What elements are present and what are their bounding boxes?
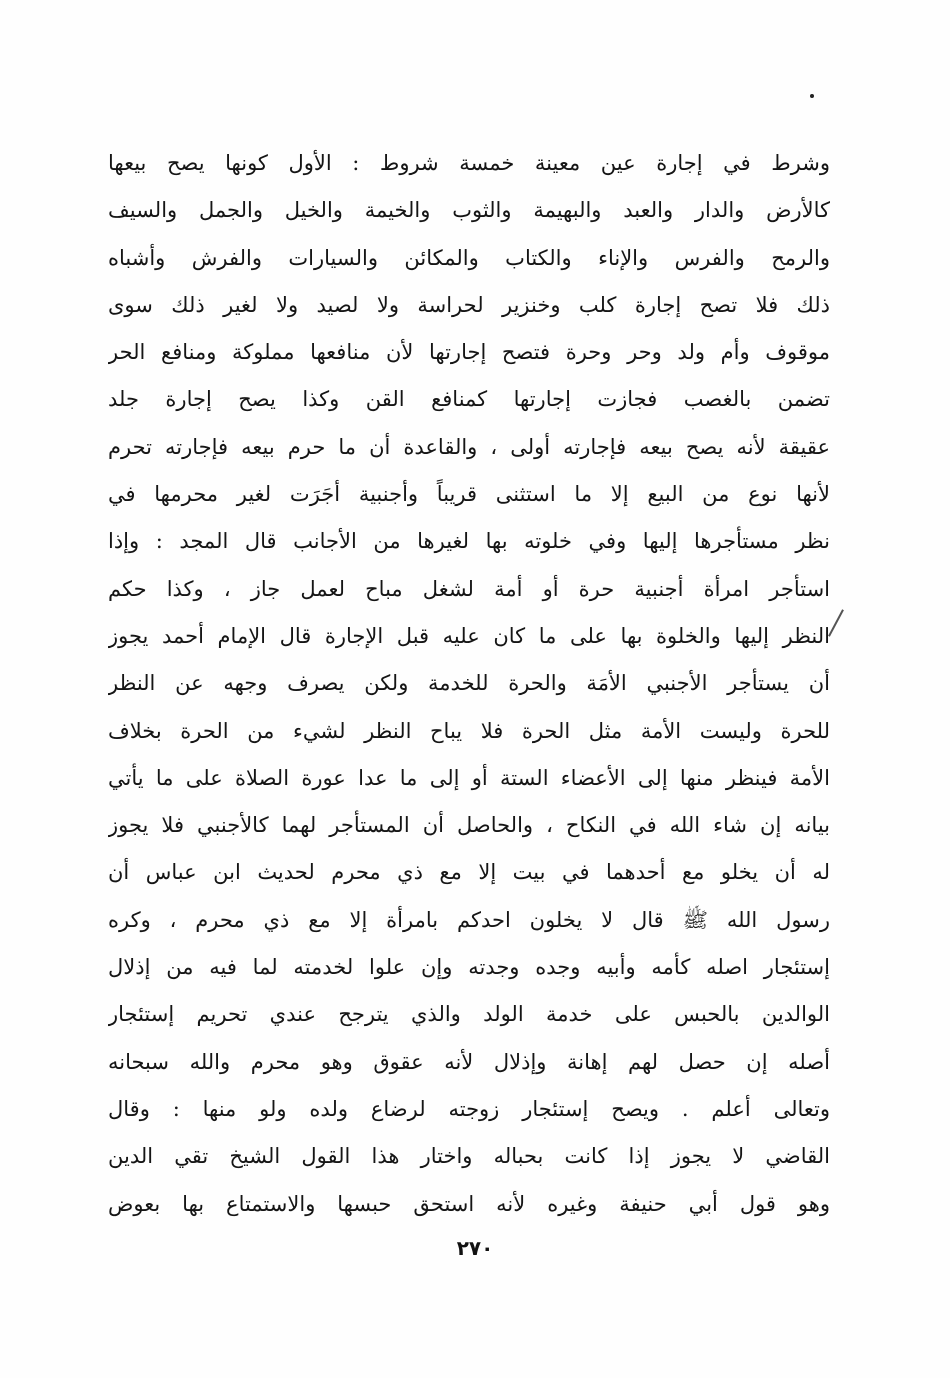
text-line: وهو قول أبي حنيفة وغيره لأنه استحق حبسها والاستمتاع بها بعوض (108, 1191, 830, 1216)
text-line: موقوف وأم ولد وحر وحرة فتصح إجارتها لأن منافعها مملوكة ومنافع الحر (108, 340, 830, 365)
text-line: كالأرض والدار والعبد والبهيمة والثوب والخيمة والخيل والجمل والسيف (108, 198, 830, 223)
text-line: للحرة وليست الأمة مثل الحرة فلا يباح النظر لشيء من الحرة بخلاف (108, 718, 830, 743)
text-line: رسول الله ﷺ قال لا يخلون احدكم بامرأة إلا مع ذي محرم ، وكره (108, 907, 830, 932)
text-line: تضمن بالغصب فجازت إجارتها كمنافع القن وكذا يصح إجارة جلد (108, 387, 830, 412)
body-text (108, 140, 830, 1228)
text-line: الوالدين بالحبس على خدمة الولد والذي يترجح عندي تحريم إستئجار (108, 1002, 830, 1027)
ink-dot (810, 94, 814, 98)
text-line: وتعالى أعلم . ويصح إستئجار زوجته لرضاع ولده ولو منها : وقال (108, 1096, 830, 1121)
text-line: القاضي لا يجوز إذا كانت بحباله واختار هذا القول الشيخ تقي الدين (108, 1144, 830, 1169)
text-line: وشرط في إجارة عين معينة خمسة شروط : الأول كونها يصح بيعها (108, 151, 830, 175)
page-number: ٢٧٠ (456, 1236, 494, 1260)
text-line: له أن يخلو مع أحدهما في بيت إلا مع ذي محرم لحديث ابن عباس أن (108, 860, 830, 885)
text-line: بيانه إن شاء الله في النكاح ، والحاصل أن المستأجر لهما كالأجنبي فلا يجوز (108, 813, 830, 838)
text-line: لأنها نوع من البيع إلا ما استثنى قريباً وأجنبية أجَرَت لغير محرمها في (108, 482, 830, 507)
margin-pen-mark (828, 609, 844, 636)
text-line: النظر إليها والخلوة بها على ما كان عليه قبل الإجارة قال الإمام أحمد يجوز (108, 623, 830, 648)
text-line: عقيقة لأنه يصح بيعه فإجارته أولى ، والقاعدة أن ما حرم بيعه فإجارته تحرم (108, 434, 830, 459)
text-line: نظر مستأجرها إليها وفي خلوته بها لغيرها من الأجانب قال المجد : وإذا (108, 529, 830, 554)
text-line: أصله إن حصل لهم إهانة وإذلال لأنه عقوق وهو محرم والله سبحانه (108, 1049, 830, 1074)
text-line: إستئجار اصله كأمه وأبيه وجده وجدته وإن علوا لخدمته لما فيه من إذلال (108, 955, 830, 980)
text-line: والرمح والفرس والإناء والكتاب والمكائن والسيارات والفرش وأشباه (108, 245, 830, 270)
text-line: ذلك فلا تصح إجارة كلب وخنزير لحراسة ولا لصيد ولا لغير ذلك سوى (108, 292, 830, 317)
text-line: الأمة فينظر منها إلى الأعضاء الستة أو إلى ما عدا عورة الصلاة على ما يأتي (108, 765, 830, 790)
text-line: أن يستأجر الأجنبي الأمَة والحرة للخدمة ولكن يصرف وجهه عن النظر (108, 671, 830, 696)
text-line: استأجر امرأة أجنبية حرة أو أمة لشغل مباح لعمل جاز ، وكذا حكم (108, 576, 830, 601)
